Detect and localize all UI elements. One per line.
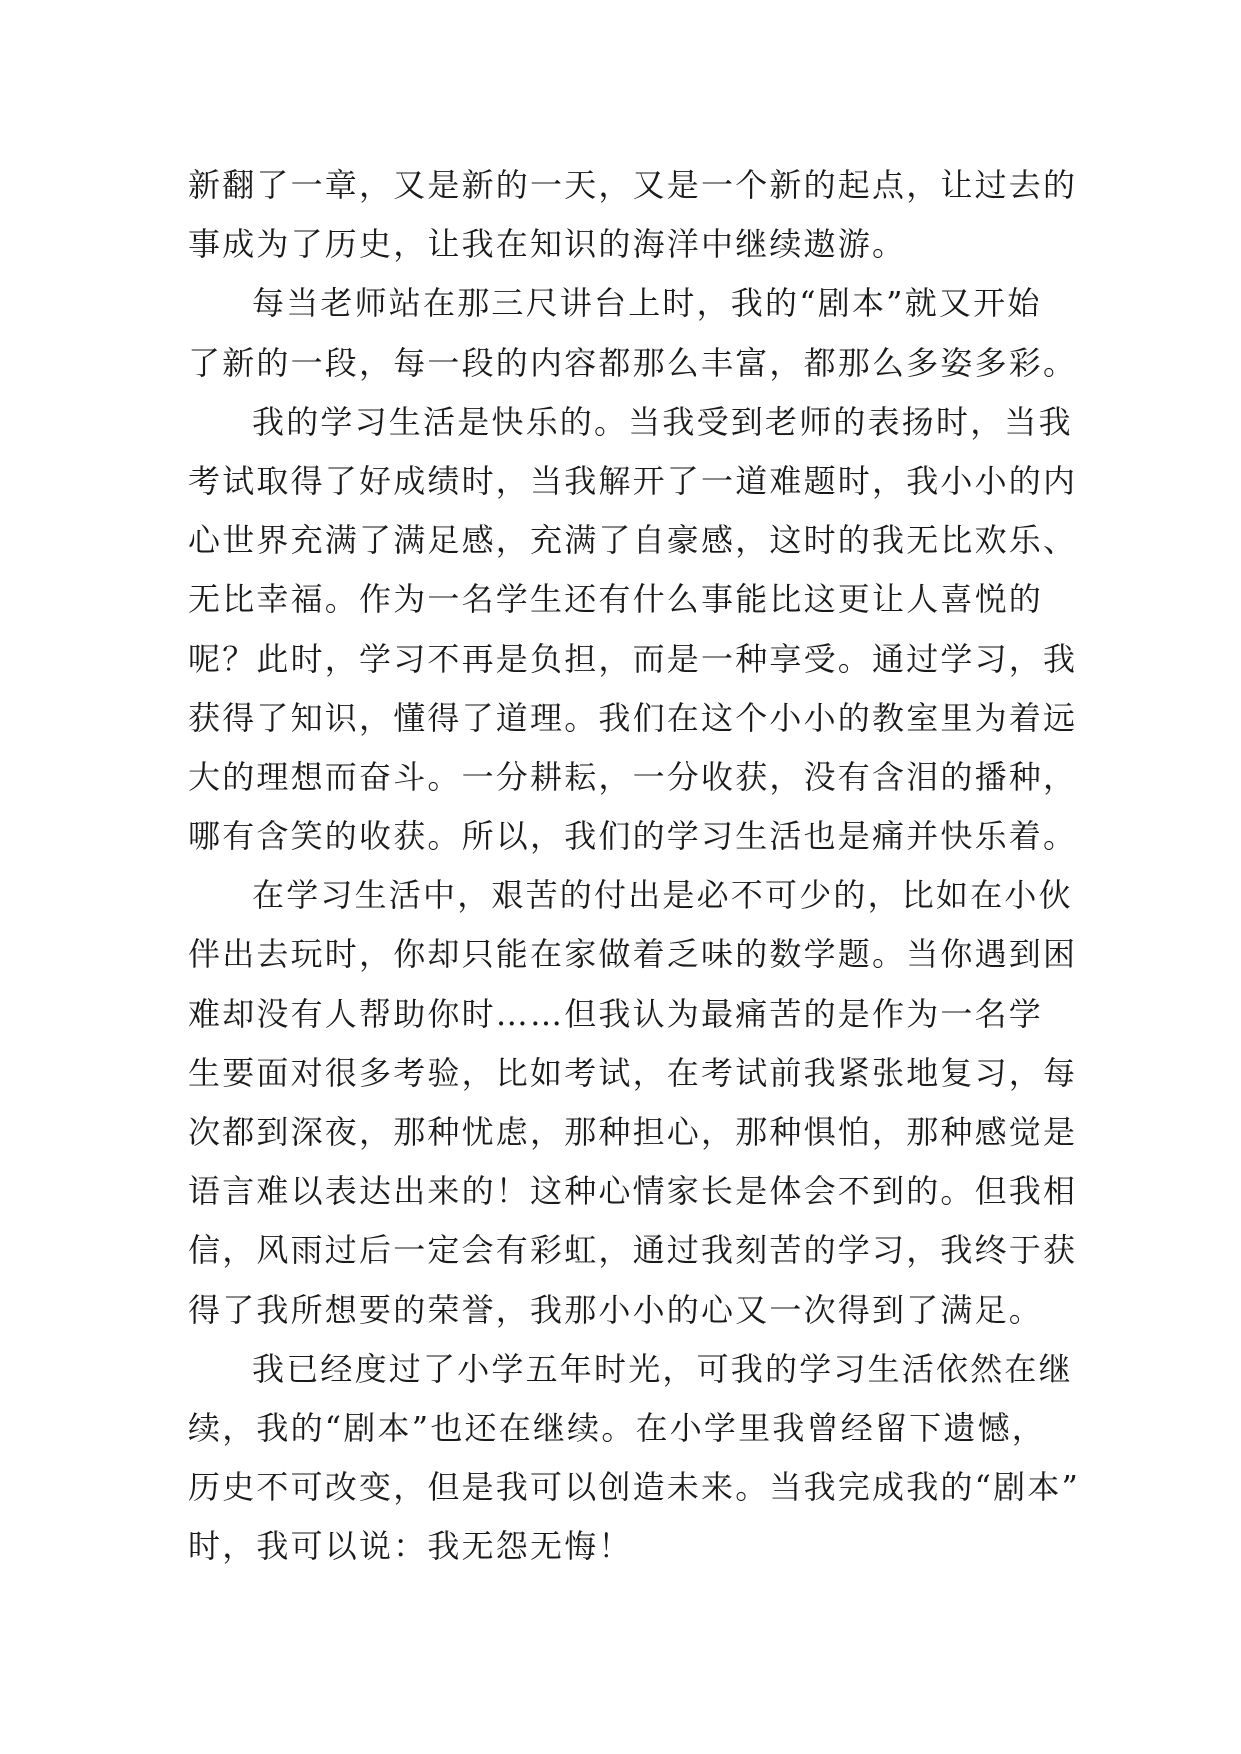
text-line: 续，我的“剧本”也还在继续。在小学里我曾经留下遗憾，: [188, 1408, 1046, 1447]
text-line: 生要面对很多考验，比如考试，在考试前我紧张地复习，每: [188, 1053, 1078, 1092]
essay-body: [188, 156, 1081, 1577]
text-line: 无比幸福。作为一名学生还有什么事能比这更让人喜悦的: [188, 580, 1044, 619]
text-line: 事成为了历史，让我在知识的海洋中继续遨游。: [188, 225, 907, 264]
text-line: 难却没有人帮助你时……但我认为最痛苦的是作为一名学: [188, 994, 1044, 1033]
text-line: 历史不可改变，但是我可以创造未来。当我完成我的“剧本”: [188, 1468, 1081, 1507]
paragraph-start-line: 我已经度过了小学五年时光，可我的学习生活依然在继: [252, 1349, 1073, 1388]
text-line: 考试取得了好成绩时，当我解开了一道难题时，我小小的内: [188, 461, 1078, 500]
paragraph-start-line: 我的学习生活是快乐的。当我受到老师的表扬时，当我: [252, 402, 1073, 441]
text-line: 获得了知识，懂得了道理。我们在这个小小的教室里为着远: [188, 698, 1078, 737]
text-line: 时，我可以说：我无怨无悔！: [188, 1527, 633, 1566]
text-line: 信，风雨过后一定会有彩虹，通过我刻苦的学习，我终于获: [188, 1231, 1078, 1270]
text-line: 语言难以表达出来的！这种心情家长是体会不到的。但我相: [188, 1172, 1078, 1211]
text-line: 心世界充满了满足感，充满了自豪感，这时的我无比欢乐、: [188, 521, 1078, 560]
text-line: 得了我所想要的荣誉，我那小小的心又一次得到了满足。: [188, 1290, 1044, 1329]
text-line: 呢？此时，学习不再是负担，而是一种享受。通过学习，我: [188, 639, 1078, 678]
paragraph-start-line: 每当老师站在那三尺讲台上时，我的“剧本”就又开始: [252, 284, 1042, 323]
text-line: 次都到深夜，那种忧虑，那种担心，那种惧怕，那种感觉是: [188, 1113, 1078, 1151]
text-line: 了新的一段，每一段的内容都那么丰富，都那么多姿多彩。: [188, 343, 1078, 382]
paragraph-start-line: 在学习生活中，艰苦的付出是必不可少的，比如在小伙: [252, 876, 1073, 915]
text-line: 大的理想而奋斗。一分耕耘，一分收获，没有含泪的播种，: [188, 757, 1078, 796]
text-line: 新翻了一章，又是新的一天，又是一个新的起点，让过去的: [188, 166, 1078, 204]
text-line: 哪有含笑的收获。所以，我们的学习生活也是痛并快乐着。: [188, 817, 1078, 856]
text-line: 伴出去玩时，你却只能在家做着乏味的数学题。当你遇到困: [188, 935, 1078, 974]
